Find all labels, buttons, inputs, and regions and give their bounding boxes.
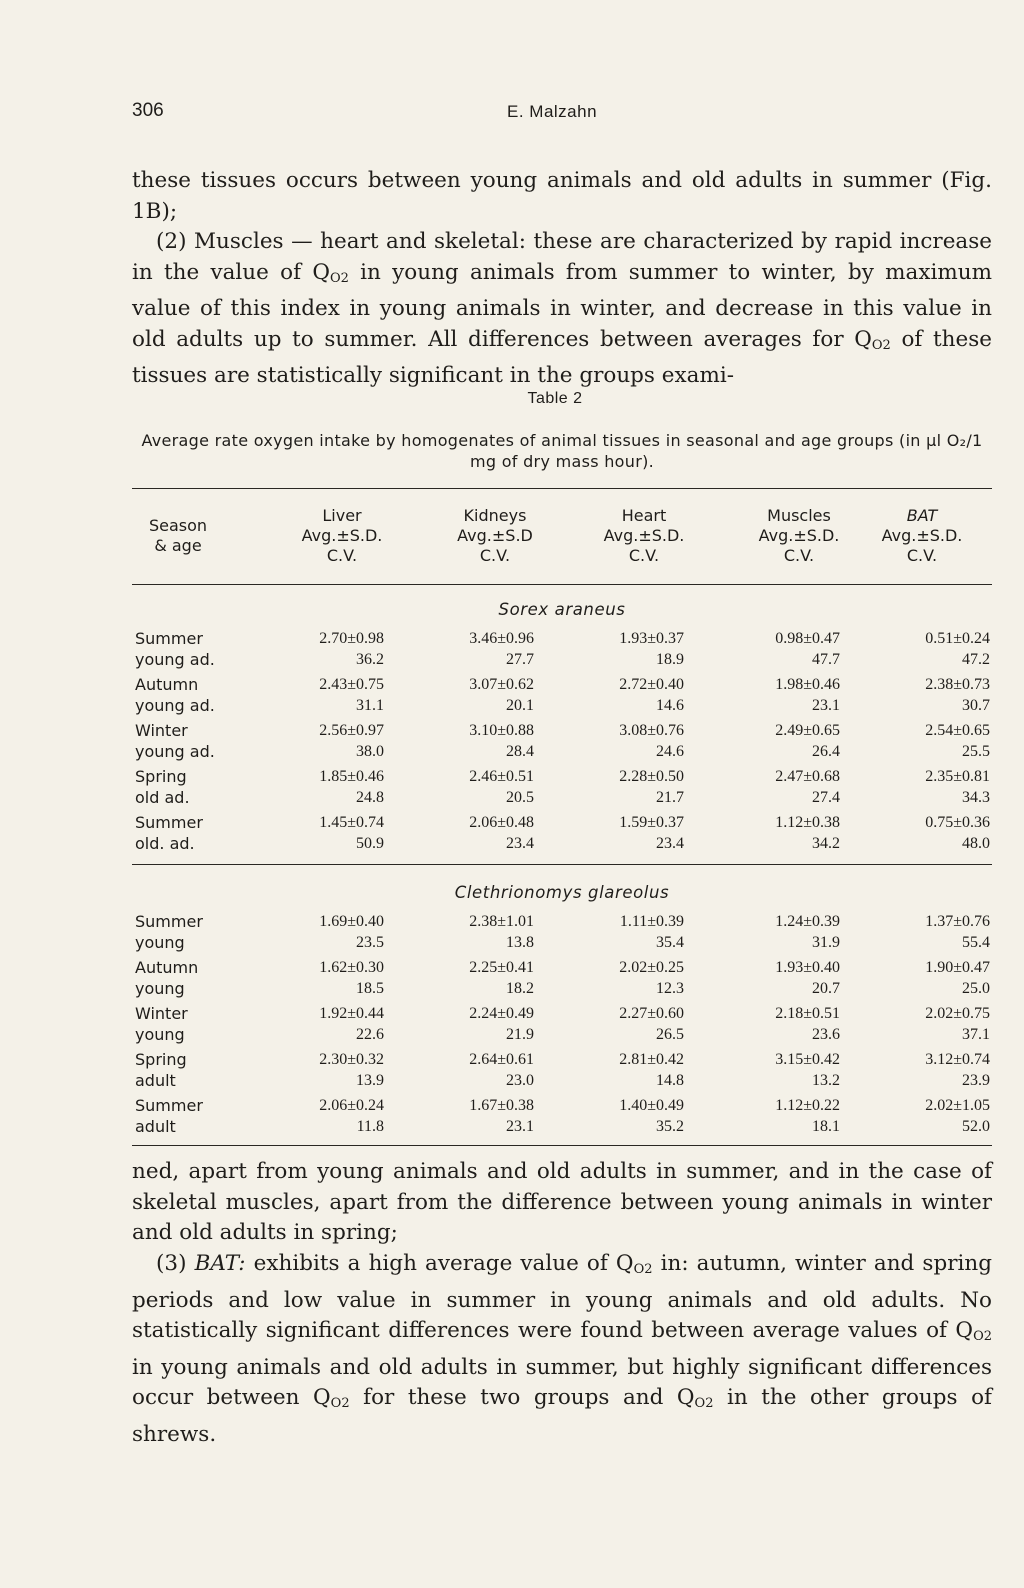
bat-cell: 1.37±0.76 55.4 xyxy=(925,913,990,951)
heart-cell: 2.72±0.40 14.6 xyxy=(619,676,684,714)
row-label: Summer adult xyxy=(135,1096,203,1136)
table-row xyxy=(132,957,992,999)
kidneys-cell: 2.24±0.49 21.9 xyxy=(469,1005,534,1043)
liver-cell: 1.45±0.74 50.9 xyxy=(319,814,384,852)
paragraph-2: (2) Muscles — heart and skeletal: these are characterized by rapid increase in the value of $Q_{O2}$ in young animals from summer to winter, by maximum value of this index in young animals in winter, and decrease in this value in old adults up to summer. All differences between averages for $Q_{O2}$ of these tissues are statistically significant in the groups exami- xyxy=(132,229,993,388)
column-header-liver: Liver Avg.±S.D. C.V. xyxy=(301,506,383,565)
kidneys-cell: 3.07±0.62 20.1 xyxy=(469,676,534,714)
muscles-cell: 0.98±0.47 47.7 xyxy=(775,630,840,668)
bat-cell: 0.51±0.24 47.2 xyxy=(925,630,990,668)
table-caption: Average rate oxygen intake by homogenates of animal tissues in seasonal and age groups (in µl O₂/1 mg of dry mass hour). xyxy=(141,431,983,471)
liver-cell: 2.06±0.24 11.8 xyxy=(319,1097,384,1135)
bat-cell: 0.75±0.36 48.0 xyxy=(925,814,990,852)
table-label: Table 2 xyxy=(527,390,583,407)
row-label: Summer young xyxy=(135,912,203,952)
group-divider-rule xyxy=(132,864,992,865)
liver-cell: 2.56±0.97 38.0 xyxy=(319,722,384,760)
liver-cell: 1.62±0.30 18.5 xyxy=(319,959,384,997)
heart-cell: 2.02±0.25 12.3 xyxy=(619,959,684,997)
running-head xyxy=(132,100,992,126)
group-title-sorex: Sorex araneus xyxy=(498,600,626,619)
table-row xyxy=(132,720,992,762)
table-bottom-rule xyxy=(132,1145,992,1146)
heart-cell: 1.40±0.49 35.2 xyxy=(619,1097,684,1135)
row-label: Autumn young ad. xyxy=(135,675,215,715)
muscles-cell: 3.15±0.42 13.2 xyxy=(775,1051,840,1089)
table-header xyxy=(132,506,992,578)
bat-cell: 2.35±0.81 34.3 xyxy=(925,768,990,806)
row-label: Spring adult xyxy=(135,1050,187,1090)
table-row xyxy=(132,911,992,953)
kidneys-cell: 3.46±0.96 27.7 xyxy=(469,630,534,668)
paragraph-4: (3) BAT: exhibits a high average value of $Q_{O2}$ in: autumn, winter and spring periods and low value in summer in young animals and old adults. No statistically significant differences were found between average values of $Q_{O2}$ in young animals and old adults in summer, but highly significant differences occur between $Q_{O2}$ for these two groups and $Q_{O2}$ in the other groups of shrews. xyxy=(132,1251,992,1447)
column-header-kidneys: Kidneys Avg.±S.D C.V. xyxy=(457,506,533,565)
liver-cell: 2.70±0.98 36.2 xyxy=(319,630,384,668)
bat-cell: 3.12±0.74 23.9 xyxy=(925,1051,990,1089)
bat-cell: 1.90±0.47 25.0 xyxy=(925,959,990,997)
liver-cell: 2.30±0.32 13.9 xyxy=(319,1051,384,1089)
row-label: Winter young ad. xyxy=(135,721,215,761)
bat-cell: 2.54±0.65 25.5 xyxy=(925,722,990,760)
muscles-cell: 2.49±0.65 26.4 xyxy=(775,722,840,760)
column-header-bat: BAT Avg.±S.D. C.V. xyxy=(881,506,963,565)
table-row xyxy=(132,674,992,716)
heart-cell: 1.11±0.39 35.4 xyxy=(619,913,684,951)
row-label: Summer old. ad. xyxy=(135,813,203,853)
row-label: Autumn young xyxy=(135,958,199,998)
running-head-author: E. Malzahn xyxy=(507,102,598,121)
row-label: Summer young ad. xyxy=(135,629,215,669)
kidneys-cell: 2.25±0.41 18.2 xyxy=(469,959,534,997)
kidneys-cell: 3.10±0.88 28.4 xyxy=(469,722,534,760)
column-header-heart: Heart Avg.±S.D. C.V. xyxy=(603,506,685,565)
table-row xyxy=(132,628,992,670)
heart-cell: 2.27±0.60 26.5 xyxy=(619,1005,684,1043)
kidneys-cell: 2.38±1.01 13.8 xyxy=(469,913,534,951)
muscles-cell: 1.12±0.38 34.2 xyxy=(775,814,840,852)
table-row xyxy=(132,1003,992,1045)
liver-cell: 1.92±0.44 22.6 xyxy=(319,1005,384,1043)
table-row xyxy=(132,1049,992,1091)
table-row xyxy=(132,766,992,808)
paragraph-1: these tissues occurs between young animals and old adults in summer (Fig. 1B); xyxy=(132,168,992,224)
muscles-cell: 1.12±0.22 18.1 xyxy=(775,1097,840,1135)
heart-cell: 3.08±0.76 24.6 xyxy=(619,722,684,760)
muscles-cell: 1.24±0.39 31.9 xyxy=(775,913,840,951)
kidneys-cell: 1.67±0.38 23.1 xyxy=(469,1097,534,1135)
column-header-muscles: Muscles Avg.±S.D. C.V. xyxy=(758,506,840,565)
kidneys-cell: 2.64±0.61 23.0 xyxy=(469,1051,534,1089)
row-label: Spring old ad. xyxy=(135,767,190,807)
paragraph-3: ned, apart from young animals and old adults in summer, and in the case of skeletal muscles, apart from the difference between young animals in winter and old adults in spring; xyxy=(132,1159,992,1245)
header-bottom-rule xyxy=(132,584,992,585)
bat-cell: 2.02±1.05 52.0 xyxy=(925,1097,990,1135)
muscles-cell: 2.18±0.51 23.6 xyxy=(775,1005,840,1043)
bat-cell: 2.02±0.75 37.1 xyxy=(925,1005,990,1043)
table-top-rule xyxy=(132,488,992,489)
page-number: 306 xyxy=(132,100,164,121)
row-label: Winter young xyxy=(135,1004,188,1044)
group-title-clethrionomys: Clethrionomys glareolus xyxy=(454,883,670,902)
liver-cell: 2.43±0.75 31.1 xyxy=(319,676,384,714)
muscles-cell: 1.98±0.46 23.1 xyxy=(775,676,840,714)
table-row xyxy=(132,812,992,854)
season-header: Season & age xyxy=(148,516,208,555)
liver-cell: 1.69±0.40 23.5 xyxy=(319,913,384,951)
muscles-cell: 1.93±0.40 20.7 xyxy=(775,959,840,997)
heart-cell: 1.59±0.37 23.4 xyxy=(619,814,684,852)
heart-cell: 2.28±0.50 21.7 xyxy=(619,768,684,806)
kidneys-cell: 2.46±0.51 20.5 xyxy=(469,768,534,806)
kidneys-cell: 2.06±0.48 23.4 xyxy=(469,814,534,852)
muscles-cell: 2.47±0.68 27.4 xyxy=(775,768,840,806)
liver-cell: 1.85±0.46 24.8 xyxy=(319,768,384,806)
table-row xyxy=(132,1095,992,1137)
heart-cell: 1.93±0.37 18.9 xyxy=(619,630,684,668)
bat-cell: 2.38±0.73 30.7 xyxy=(925,676,990,714)
heart-cell: 2.81±0.42 14.8 xyxy=(619,1051,684,1089)
